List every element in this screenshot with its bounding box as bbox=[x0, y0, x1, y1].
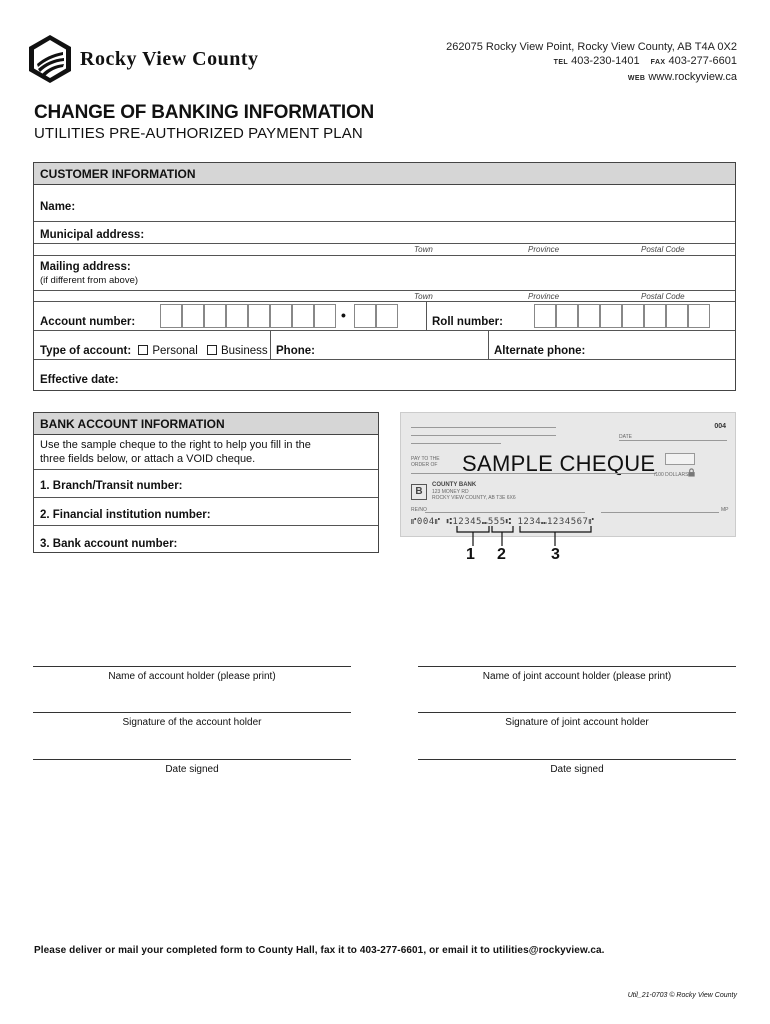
tel-label: TEL bbox=[553, 59, 569, 66]
cheque-memo-label: RE/NO bbox=[411, 507, 427, 513]
tel-value: 403-230-1401 bbox=[571, 55, 640, 67]
web-label: WEB bbox=[627, 75, 646, 82]
account-digit-box[interactable] bbox=[160, 304, 182, 328]
divider bbox=[34, 330, 735, 331]
account-digit-box[interactable] bbox=[248, 304, 270, 328]
account-digit-box[interactable] bbox=[376, 304, 398, 328]
org-name: Rocky View County bbox=[80, 48, 259, 70]
divider bbox=[34, 255, 735, 256]
web-value: www.rockyview.ca bbox=[648, 71, 737, 83]
delivery-instructions: Please deliver or mail your completed form to County Hall, fax it to 403-277-6601, or email it to utilities@rockyview.ca. bbox=[34, 945, 605, 956]
branch-transit-field[interactable] bbox=[34, 497, 378, 498]
cheque-line bbox=[411, 427, 556, 428]
holder-name-line[interactable] bbox=[33, 666, 351, 667]
divider bbox=[426, 301, 427, 330]
mailing-address-label: Mailing address: bbox=[40, 261, 131, 273]
bank-account-number-label: 3. Bank account number: bbox=[40, 538, 178, 550]
account-separator-dot: • bbox=[341, 307, 346, 323]
branch-transit-label: 1. Branch/Transit number: bbox=[40, 480, 183, 492]
divider bbox=[34, 301, 735, 302]
pointer-number-3: 3 bbox=[551, 546, 560, 563]
cheque-micr-line: ⑈004⑈ ⑆12345⑉555⑆ 1234⑉1234567⑈ bbox=[411, 517, 595, 527]
cheque-field-pointers bbox=[440, 524, 620, 548]
cheque-bank-addr1: 123 MONEY RD bbox=[432, 489, 469, 495]
joint-date-line[interactable] bbox=[418, 759, 736, 760]
roll-digit-box[interactable] bbox=[556, 304, 578, 328]
cheque-number: 004 bbox=[714, 423, 726, 430]
joint-date-label: Date signed bbox=[550, 764, 604, 775]
roll-digit-box[interactable] bbox=[666, 304, 688, 328]
sample-cheque-title: SAMPLE CHEQUE bbox=[462, 451, 656, 476]
mailing-province-label: Province bbox=[528, 292, 560, 301]
divider bbox=[488, 330, 489, 359]
joint-name-line[interactable] bbox=[418, 666, 736, 667]
county-logo-icon bbox=[28, 34, 72, 84]
business-checkbox[interactable] bbox=[207, 345, 217, 355]
holder-name-label: Name of account holder (please print) bbox=[108, 671, 276, 682]
divider bbox=[270, 330, 271, 359]
cheque-mp-label: MP bbox=[721, 507, 729, 513]
cheque-pay-to: PAY TO THE bbox=[411, 456, 440, 462]
municipal-town-label: Town bbox=[414, 245, 433, 254]
cheque-line bbox=[619, 440, 727, 441]
cheque-bank-name: COUNTY BANK bbox=[432, 482, 477, 488]
cheque-bank-addr2: ROCKY VIEW COUNTY, AB T3E 6X6 bbox=[432, 495, 516, 501]
alternate-phone-label: Alternate phone: bbox=[494, 345, 586, 357]
lock-icon bbox=[687, 468, 696, 477]
cheque-date-label: DATE bbox=[619, 434, 632, 440]
bank-info-heading: BANK ACCOUNT INFORMATION bbox=[34, 413, 378, 435]
fax-label: FAX bbox=[650, 59, 666, 66]
contact-block bbox=[446, 40, 737, 86]
business-option-label: Business bbox=[220, 345, 268, 357]
municipal-province-label: Province bbox=[528, 245, 560, 254]
divider bbox=[34, 469, 378, 470]
divider bbox=[34, 359, 735, 360]
account-digit-box[interactable] bbox=[292, 304, 314, 328]
mailing-address-field[interactable] bbox=[34, 290, 735, 291]
mailing-postal-label: Postal Code bbox=[641, 292, 685, 301]
financial-institution-field[interactable] bbox=[34, 525, 378, 526]
municipal-postal-label: Postal Code bbox=[641, 245, 685, 254]
account-digit-box[interactable] bbox=[314, 304, 336, 328]
pointer-number-2: 2 bbox=[497, 546, 506, 563]
cheque-line bbox=[411, 443, 501, 444]
account-type-label: Type of account: bbox=[40, 345, 132, 357]
roll-digit-box[interactable] bbox=[534, 304, 556, 328]
roll-digit-box[interactable] bbox=[622, 304, 644, 328]
mailing-town-label: Town bbox=[414, 292, 433, 301]
mailing-address-note: (if different from above) bbox=[40, 275, 139, 286]
form-title: CHANGE OF BANKING INFORMATION bbox=[34, 102, 375, 123]
fax-value: 403-277-6601 bbox=[668, 55, 737, 67]
cheque-order-of: ORDER OF bbox=[411, 462, 438, 468]
municipal-address-label: Municipal address: bbox=[40, 229, 145, 241]
cheque-line bbox=[411, 473, 656, 474]
joint-name-label: Name of joint account holder (please print) bbox=[482, 671, 672, 682]
phone-label: Phone: bbox=[276, 345, 315, 357]
account-digit-box[interactable] bbox=[182, 304, 204, 328]
bank-info-section bbox=[33, 412, 379, 553]
account-digit-box[interactable] bbox=[226, 304, 248, 328]
roll-digit-box[interactable] bbox=[688, 304, 710, 328]
account-number-label: Account number: bbox=[40, 316, 136, 328]
account-type-row bbox=[40, 345, 268, 357]
roll-number-label: Roll number: bbox=[432, 316, 503, 328]
name-label: Name: bbox=[40, 201, 76, 213]
personal-checkbox[interactable] bbox=[138, 345, 148, 355]
effective-date-label: Effective date: bbox=[40, 374, 119, 386]
account-digit-box[interactable] bbox=[354, 304, 376, 328]
holder-date-line[interactable] bbox=[33, 759, 351, 760]
form-subtitle: UTILITIES PRE-AUTHORIZED PAYMENT PLAN bbox=[34, 125, 363, 142]
cheque-line bbox=[601, 512, 719, 513]
municipal-address-field[interactable] bbox=[34, 243, 735, 244]
account-digit-box[interactable] bbox=[204, 304, 226, 328]
address: 262075 Rocky View Point, Rocky View County, AB T4A 0X2 bbox=[446, 41, 737, 53]
joint-signature-line[interactable] bbox=[418, 712, 736, 713]
bank-instructions-line2: three fields below, or attach a VOID cheque. bbox=[40, 453, 256, 465]
form-code: Util_21-0703 © Rocky View County bbox=[627, 992, 737, 999]
customer-info-heading: CUSTOMER INFORMATION bbox=[34, 163, 735, 185]
holder-signature-line[interactable] bbox=[33, 712, 351, 713]
cheque-dollars: /100 DOLLARS bbox=[654, 472, 689, 478]
cheque-line bbox=[411, 435, 556, 436]
cheque-line bbox=[425, 512, 585, 513]
account-digit-box[interactable] bbox=[270, 304, 292, 328]
financial-institution-label: 2. Financial institution number: bbox=[40, 509, 211, 521]
joint-signature-label: Signature of joint account holder bbox=[505, 717, 649, 728]
customer-info-section bbox=[33, 162, 736, 391]
holder-signature-label: Signature of the account holder bbox=[122, 717, 262, 728]
personal-option-label: Personal bbox=[152, 345, 198, 357]
holder-date-label: Date signed bbox=[165, 764, 219, 775]
roll-digit-box[interactable] bbox=[600, 304, 622, 328]
roll-digit-box[interactable] bbox=[644, 304, 666, 328]
roll-digit-box[interactable] bbox=[578, 304, 600, 328]
pointer-number-1: 1 bbox=[466, 546, 475, 563]
sample-cheque bbox=[400, 412, 736, 537]
bank-instructions-line1: Use the sample cheque to the right to help you fill in the bbox=[40, 439, 311, 451]
name-field[interactable] bbox=[34, 221, 735, 222]
cheque-amount-box bbox=[665, 453, 695, 465]
bank-logo-icon: B bbox=[411, 484, 427, 500]
